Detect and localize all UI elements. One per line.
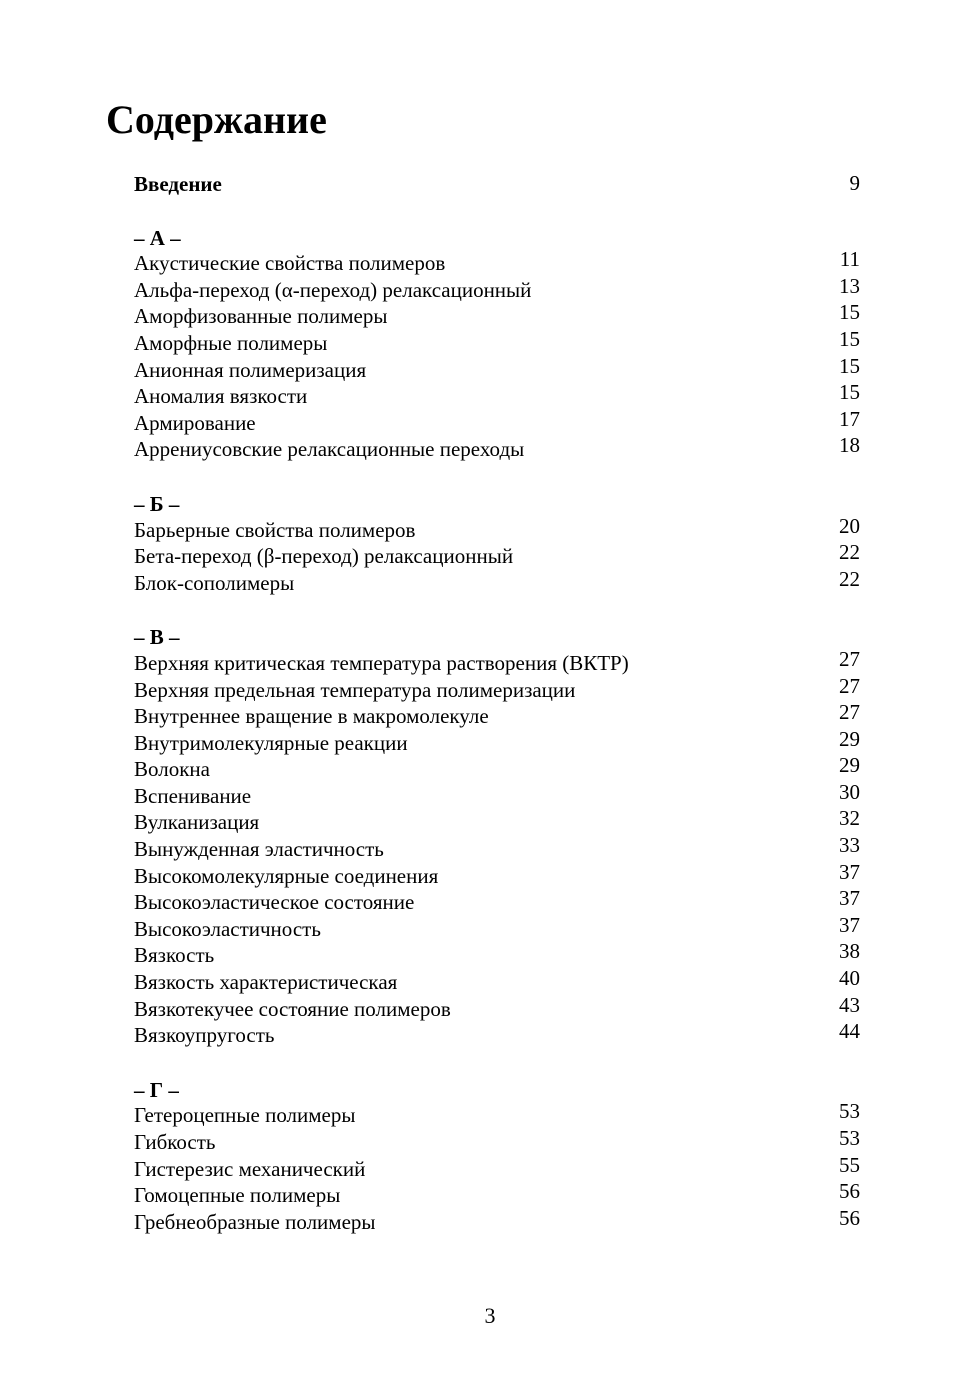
toc-entry-label: Внутреннее вращение в макромолекуле xyxy=(134,704,489,729)
toc-entry-label: Высокоэластическое состояние xyxy=(134,890,415,915)
toc-entry-page: 22 xyxy=(839,566,860,591)
section-heading xyxy=(134,619,864,650)
toc-entry[interactable] xyxy=(134,1125,864,1152)
section-heading-text: – А – xyxy=(134,225,181,250)
toc-entry-label: Бета-переход (β-переход) релаксационный xyxy=(134,544,514,569)
toc-entry-label: Аррениусовские релаксационные переходы xyxy=(134,437,525,462)
toc-entry-page: 37 xyxy=(839,859,860,884)
toc-entry-label: Верхняя предельная температура полимеризации xyxy=(134,677,576,702)
toc-entry[interactable] xyxy=(134,299,864,329)
section-heading-text: – Б – xyxy=(134,491,180,516)
toc-entry-label: Барьерные свойства полимеров xyxy=(134,517,416,542)
toc-entry[interactable] xyxy=(134,273,864,300)
toc-entry-label: Аморфизованные полимеры xyxy=(134,304,388,329)
toc-entry[interactable] xyxy=(134,673,864,700)
toc-entry[interactable] xyxy=(134,726,864,753)
toc-entry[interactable] xyxy=(134,805,864,835)
toc-entry-label: Вспенивание xyxy=(134,783,252,808)
toc-entry-page: 43 xyxy=(839,992,860,1017)
toc-entry[interactable] xyxy=(134,432,864,462)
toc-entry-page: 27 xyxy=(839,700,860,725)
toc-sections xyxy=(134,220,864,1232)
toc-entry-page: 38 xyxy=(839,939,860,964)
toc-entry[interactable] xyxy=(134,992,864,1019)
section-heading-text: – В – xyxy=(134,625,180,650)
toc-entry-page: 32 xyxy=(839,806,860,831)
toc-entry[interactable] xyxy=(134,513,864,540)
toc-entry-label: Армирование xyxy=(134,410,256,435)
toc-entry-page: 22 xyxy=(839,540,860,565)
toc-entry-label: Вынужденная эластичность xyxy=(134,837,384,862)
toc-entry-label: Вулканизация xyxy=(134,810,260,835)
toc-entry[interactable] xyxy=(134,326,864,353)
toc-entry-page: 17 xyxy=(839,406,860,431)
section-heading-text: – Г – xyxy=(134,1077,179,1102)
toc-entry-page: 29 xyxy=(839,753,860,778)
page-number: 3 xyxy=(484,1303,496,1328)
toc-entry[interactable] xyxy=(134,1018,864,1048)
toc-section xyxy=(134,1072,864,1232)
toc-entry-page: 13 xyxy=(839,273,860,298)
toc-entry-label: Высокомолекулярные соединения xyxy=(134,863,439,888)
toc-entry-label: Высокоэластичность xyxy=(134,916,321,941)
toc-entry-label: Волокна xyxy=(134,757,210,782)
toc-entry-page: 27 xyxy=(839,646,860,671)
toc-entry-label: Аномалия вязкости xyxy=(134,384,308,409)
toc-entry-intro[interactable] xyxy=(134,166,864,196)
toc-entry[interactable] xyxy=(134,832,864,862)
toc-entry-page: 20 xyxy=(839,513,860,538)
toc-entry[interactable] xyxy=(134,699,864,729)
toc-entry[interactable] xyxy=(134,752,864,782)
toc-entry[interactable] xyxy=(134,938,864,968)
table-of-contents xyxy=(134,166,864,1258)
toc-entry-page: 33 xyxy=(839,833,860,858)
toc-entry-page: 56 xyxy=(839,1179,860,1204)
toc-entry-label: Анионная полимеризация xyxy=(134,357,367,382)
toc-entry[interactable] xyxy=(134,965,864,995)
toc-entry[interactable] xyxy=(134,353,864,380)
toc-entry[interactable] xyxy=(134,1205,864,1232)
toc-entry[interactable] xyxy=(134,539,864,569)
toc-section xyxy=(134,619,864,1048)
toc-entry[interactable] xyxy=(134,246,864,276)
toc-entry-page: 29 xyxy=(839,726,860,751)
toc-entry-label: Введение xyxy=(134,172,222,196)
toc-entry-page: 44 xyxy=(839,1019,860,1044)
toc-entry[interactable] xyxy=(134,885,864,915)
toc-entry[interactable] xyxy=(134,646,864,673)
section-heading xyxy=(134,1072,864,1102)
toc-entry-label: Гистерезис механический xyxy=(134,1156,366,1181)
toc-entry-page: 15 xyxy=(839,380,860,405)
toc-entry-label: Альфа-переход (α-переход) релаксационный xyxy=(134,277,532,302)
toc-entry-label: Аморфные полимеры xyxy=(134,330,328,355)
page-title: Содержание xyxy=(106,97,327,142)
toc-entry-label: Гребнеобразные полимеры xyxy=(134,1209,376,1234)
toc-entry-page: 53 xyxy=(839,1126,860,1150)
toc-entry[interactable] xyxy=(134,1178,864,1208)
toc-entry[interactable] xyxy=(134,779,864,806)
toc-entry-label: Акустические свойства полимеров xyxy=(134,251,446,276)
toc-entry[interactable] xyxy=(134,406,864,433)
toc-entry-page: 15 xyxy=(839,326,860,351)
toc-section xyxy=(134,220,864,462)
toc-entry-label: Гибкость xyxy=(134,1130,216,1154)
toc-entry-label: Вязкоупругость xyxy=(134,1023,275,1048)
toc-entry-label: Гетероцепные полимеры xyxy=(134,1103,356,1128)
toc-entry-page: 27 xyxy=(839,673,860,698)
toc-entry-label: Верхняя критическая температура растворения (ВКТР) xyxy=(134,650,629,675)
toc-entry[interactable] xyxy=(134,566,864,593)
toc-entry-page: 37 xyxy=(839,886,860,911)
toc-entry-label: Вязкость xyxy=(134,943,215,968)
toc-entry-page: 53 xyxy=(839,1099,860,1124)
toc-entry-page: 56 xyxy=(839,1205,860,1230)
section-heading xyxy=(134,486,864,516)
toc-entry-page: 15 xyxy=(839,300,860,325)
toc-entry-page: 11 xyxy=(839,247,860,272)
toc-entry-page: 9 xyxy=(849,171,860,195)
section-heading xyxy=(134,220,864,250)
toc-entry[interactable] xyxy=(134,859,864,886)
toc-entry-label: Гомоцепные полимеры xyxy=(134,1183,341,1208)
toc-section xyxy=(134,486,864,595)
toc-entry-page: 15 xyxy=(839,353,860,378)
toc-entry-page: 30 xyxy=(839,779,860,804)
toc-entry-page: 55 xyxy=(839,1152,860,1177)
toc-entry-page: 18 xyxy=(839,433,860,458)
toc-entry[interactable] xyxy=(134,379,864,409)
toc-entry-page: 40 xyxy=(839,966,860,991)
toc-entry-label: Вязкость характеристическая xyxy=(134,970,398,995)
toc-entry[interactable] xyxy=(134,1098,864,1128)
toc-entry-label: Внутримолекулярные реакции xyxy=(134,730,408,755)
toc-entry[interactable] xyxy=(134,1152,864,1179)
toc-entry[interactable] xyxy=(134,912,864,939)
toc-entry-label: Блок-сополимеры xyxy=(134,570,295,595)
toc-entry-page: 37 xyxy=(839,912,860,937)
toc-entry-label: Вязкотекучее состояние полимеров xyxy=(134,996,451,1021)
